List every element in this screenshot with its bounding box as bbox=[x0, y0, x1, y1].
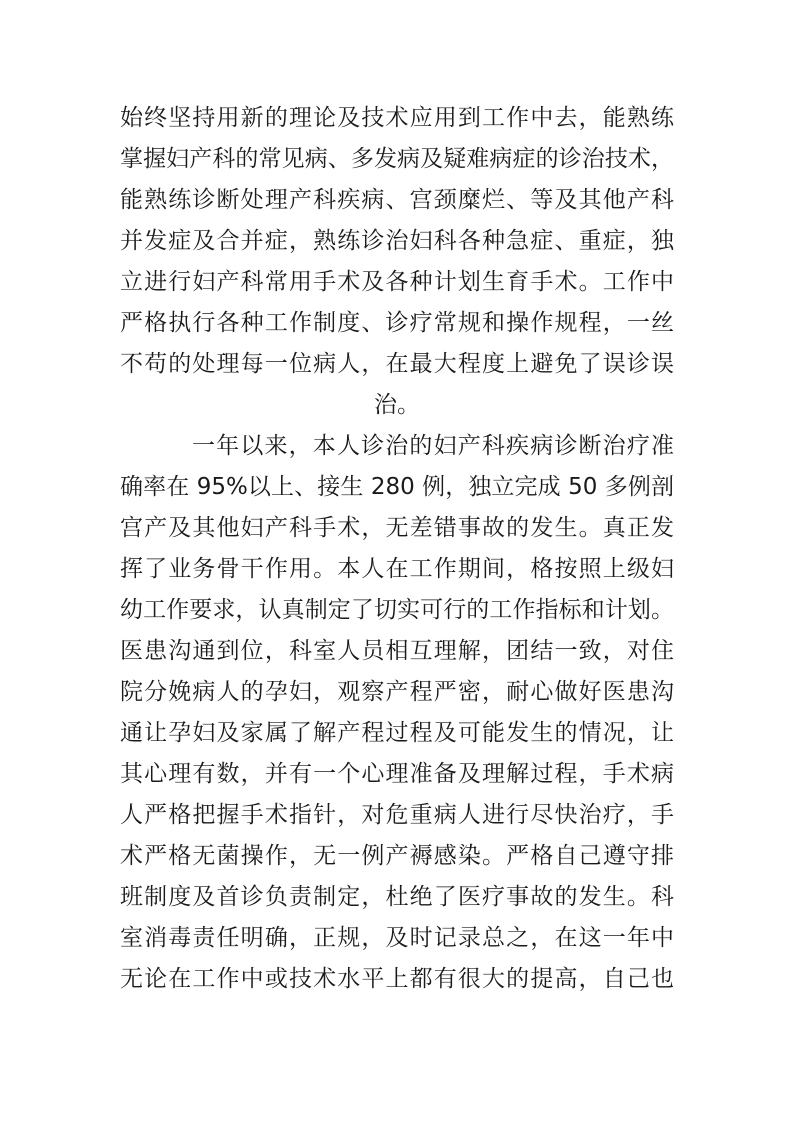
text-line-centered: 治。 bbox=[374, 392, 420, 418]
text-line: 始终坚持用新的理论及技术应用到工作中去，能熟练 bbox=[120, 105, 674, 131]
text-line: 立进行妇产科常用手术及各种计划生育手术。工作中 bbox=[120, 269, 674, 295]
text-line: 通让孕妇及家属了解产程过程及可能发生的情况，让 bbox=[120, 720, 674, 746]
text-line: 班制度及首诊负责制定，杜绝了医疗事故的发生。科 bbox=[120, 884, 674, 910]
text-line: 术严格无菌操作，无一例产褥感染。严格自己遵守排 bbox=[120, 843, 674, 869]
text-line: 室消毒责任明确，正规，及时记录总之，在这一年中 bbox=[120, 925, 674, 951]
text-line: 其心理有数，并有一个心理准备及理解过程，手术病 bbox=[120, 761, 674, 787]
text-line: 不苟的处理每一位病人，在最大程度上避免了误诊误 bbox=[120, 351, 674, 377]
text-line: 挥了业务骨干作用。本人在工作期间，格按照上级妇 bbox=[120, 556, 674, 582]
text-line: 人严格把握手术指针，对危重病人进行尽快治疗，手 bbox=[120, 802, 674, 828]
text-line: 宫产及其他妇产科手术，无差错事故的发生。真正发 bbox=[120, 515, 674, 541]
text-line: 并发症及合并症，熟练诊治妇科各种急症、重症，独 bbox=[120, 228, 674, 254]
text-line: 能熟练诊断处理产科疾病、宫颈糜烂、等及其他产科 bbox=[120, 187, 674, 213]
text-line: 严格执行各种工作制度、诊疗常规和操作规程，一丝 bbox=[120, 310, 674, 336]
body-text bbox=[120, 98, 674, 1000]
text-line: 医患沟通到位，科室人员相互理解，团结一致，对住 bbox=[120, 638, 674, 664]
text-line: 幼工作要求，认真制定了切实可行的工作指标和计划。 bbox=[120, 597, 674, 623]
text-line: 院分娩病人的孕妇，观察产程严密，耐心做好医患沟 bbox=[120, 679, 674, 705]
text-line: 掌握妇产科的常见病、多发病及疑难病症的诊治技术， bbox=[120, 146, 674, 172]
text-line: 无论在工作中或技术水平上都有很大的提高，自己也 bbox=[120, 966, 674, 992]
paragraph-first-line: 一年以来，本人诊治的妇产科疾病诊断治疗准 bbox=[192, 433, 674, 459]
text-line: 确率在 95%以上、接生 280 例，独立完成 50 多例剖 bbox=[120, 474, 674, 500]
